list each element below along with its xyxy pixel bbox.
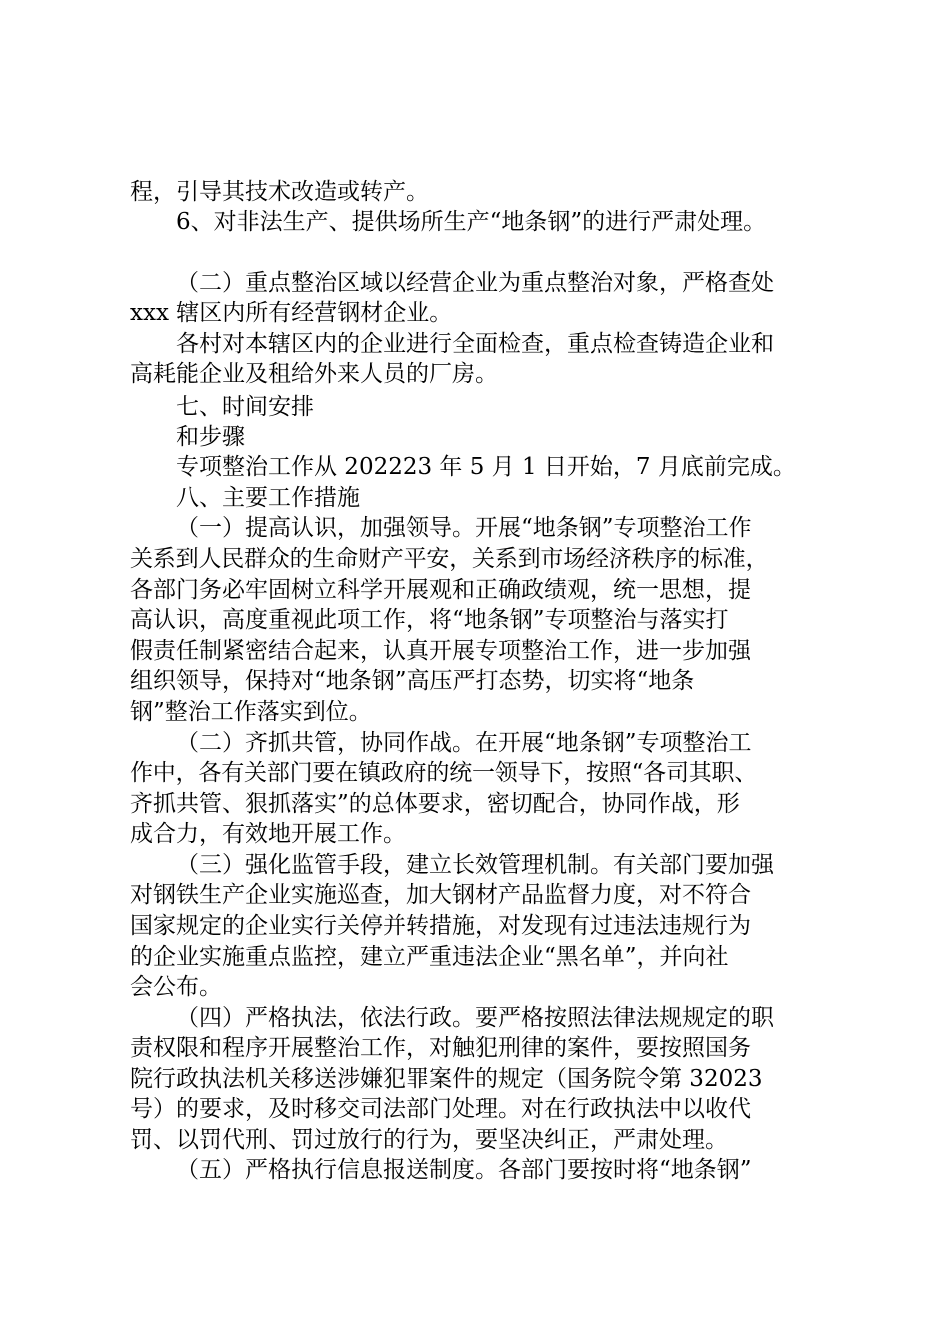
text-line: 钢”整治工作落实到位。 <box>130 699 372 725</box>
text-line: 高认识，高度重视此项工作，将“地条钢”专项整治与落实打 <box>130 607 729 633</box>
text-line: （四）严格执法，依法行政。要严格按照法律法规规定的职 <box>176 1005 774 1031</box>
text-line: 组织领导，保持对“地条钢”高压严打态势，切实将“地条 <box>130 668 695 694</box>
text-line: 罚、以罚代刑、罚过放行的行为，要坚决纠正，严肃处理。 <box>130 1127 728 1153</box>
text-line: 假责任制紧密结合起来，认真开展专项整治工作，进一步加强 <box>130 638 751 664</box>
text-line: 各村对本辖区内的企业进行全面检查，重点检查铸造企业和 <box>176 331 774 357</box>
text-line: 程，引导其技术改造或转产。 <box>130 179 429 205</box>
text-line: xxx 辖区内所有经营钢材企业。 <box>130 300 453 326</box>
text-line: 的企业实施重点监控，建立严重违法企业“黑名单”，并向社 <box>130 944 729 970</box>
text-line: （一）提高认识，加强领导。开展“地条钢”专项整治工作 <box>176 515 752 541</box>
text-line: 各部门务必牢固树立科学开展观和正确政绩观，统一思想，提 <box>130 577 751 603</box>
text-line: 高耗能企业及租给外来人员的厂房。 <box>130 361 498 387</box>
text-line: （三）强化监管手段，建立长效管理机制。有关部门要加强 <box>176 852 774 878</box>
text-line: 院行政执法机关移送涉嫌犯罪案件的规定（国务院令第 32023 <box>130 1066 763 1092</box>
text-line: 6、对非法生产、提供场所生产“地条钢”的进行严肃处理。 <box>176 209 767 235</box>
text-line: 号）的要求，及时移交司法部门处理。对在行政执法中以收代 <box>130 1096 751 1122</box>
text-line: 作中，各有关部门要在镇政府的统一领导下，按照“各司其职、 <box>130 760 758 786</box>
section-heading: 八、主要工作措施 <box>176 485 360 511</box>
section-heading: 七、时间安排 <box>176 394 314 420</box>
text-line: 专项整治工作从 202223 年 5 月 1 日开始，7 月底前完成。 <box>176 454 796 480</box>
text-line: （二）齐抓共管，协同作战。在开展“地条钢”专项整治工 <box>176 730 752 756</box>
text-line: 成合力，有效地开展工作。 <box>130 821 406 847</box>
section-heading: （二）重点整治区域以经营企业为重点整治对象，严格查处 <box>176 270 774 296</box>
text-line: 责权限和程序开展整治工作，对触犯刑律的案件，要按照国务 <box>130 1035 751 1061</box>
text-line: 会公布。 <box>130 974 222 1000</box>
text-line: 关系到人民群众的生命财产平安，关系到市场经济秩序的标准， <box>130 546 769 572</box>
text-line: 国家规定的企业实行关停并转措施，对发现有过违法违规行为 <box>130 913 751 939</box>
text-line: 齐抓共管、狠抓落实”的总体要求，密切配合，协同作战，形 <box>130 791 740 817</box>
text-line: （五）严格执行信息报送制度。各部门要按时将“地条钢” <box>176 1157 752 1183</box>
text-line: 对钢铁生产企业实施巡查，加大钢材产品监督力度，对不符合 <box>130 882 751 908</box>
section-heading: 和步骤 <box>176 424 245 450</box>
